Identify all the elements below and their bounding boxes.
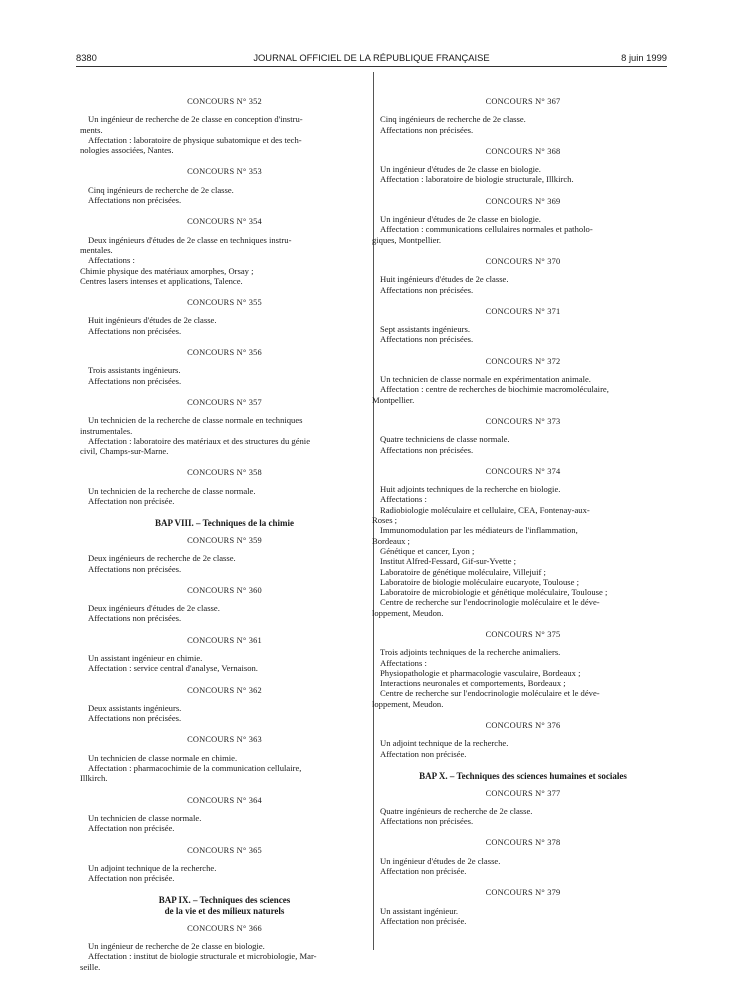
text-line: Montpellier. xyxy=(372,394,415,405)
concours-title: CONCOURS N° 372 xyxy=(485,356,561,366)
concours-title: CONCOURS N° 364 xyxy=(187,795,262,805)
text-line: Affectations non précisées. xyxy=(380,334,474,345)
text-line: Affectations non précisées. xyxy=(88,613,182,624)
text-line: ments. xyxy=(80,124,103,135)
text-line: Affectation : laboratoire de physique subatomique et des tech- xyxy=(88,134,302,145)
concours-title: CONCOURS N° 371 xyxy=(485,306,561,316)
concours-title: CONCOURS N° 370 xyxy=(485,256,561,266)
bap-section-title: BAP X. – Techniques des sciences humaines et sociales xyxy=(419,770,627,781)
column-divider xyxy=(373,72,374,950)
text-line: Affectations non précisées. xyxy=(380,816,474,827)
concours-362 xyxy=(88,686,361,724)
concours-358 xyxy=(88,468,361,506)
concours-368 xyxy=(380,147,666,185)
text-line: Affectation : centre de recherches de biochimie macromoléculaire, xyxy=(380,384,609,395)
text-line: loppement, Meudon. xyxy=(372,698,444,709)
text-line: Affectation : service central d'analyse, Vernaison. xyxy=(88,663,258,674)
text-line: Affectation non précisée. xyxy=(88,873,175,884)
concours-title: CONCOURS N° 353 xyxy=(187,167,262,177)
text-line: Affectations non précisées. xyxy=(380,124,474,135)
concours-376 xyxy=(380,721,666,759)
text-line: Centre de recherche sur l'endocrinologie moléculaire et le déve- xyxy=(380,597,600,608)
concours-369 xyxy=(372,196,666,245)
concours-352 xyxy=(80,97,361,156)
text-line: Affectations : xyxy=(380,657,427,668)
text-line: Immunomodulation par les médiateurs de l'inflammation, xyxy=(380,525,578,536)
text-line: Affectation non précisée. xyxy=(380,748,467,759)
text-line: Affectation non précisée. xyxy=(88,496,175,507)
concours-372 xyxy=(372,356,666,405)
page-header xyxy=(76,52,667,66)
page-number: 8380 xyxy=(76,52,97,63)
text-line: Affectation : laboratoire de biologie structurale, Illkirch. xyxy=(380,174,574,185)
text-line: Deux ingénieurs de recherche de 2e classe. xyxy=(88,553,236,564)
text-line: giques, Montpellier. xyxy=(372,234,441,245)
text-line: Affectations non précisées. xyxy=(380,284,474,295)
header-rule xyxy=(76,66,667,67)
text-line: loppement, Meudon. xyxy=(372,607,444,618)
text-line: Institut Alfred-Fessard, Gif-sur-Yvette ; xyxy=(380,556,516,567)
concours-title: CONCOURS N° 352 xyxy=(187,97,262,106)
text-line: Cinq ingénieurs de recherche de 2e classe. xyxy=(88,184,234,195)
concours-title: CONCOURS N° 356 xyxy=(187,348,262,358)
concours-364 xyxy=(88,796,361,834)
text-line: Affectation non précisée. xyxy=(380,915,467,926)
bap-section-title: BAP VIII. – Techniques de la chimie xyxy=(154,518,295,529)
text-line: Affectation : pharmacochimie de la communication cellulaire, xyxy=(88,763,302,774)
concours-365 xyxy=(88,846,361,884)
concours-title: CONCOURS N° 373 xyxy=(485,416,561,426)
text-line: Un ingénieur d'études de 2e classe. xyxy=(380,855,501,866)
text-line: Quatre ingénieurs de recherche de 2e classe. xyxy=(380,805,533,816)
concours-title: CONCOURS N° 363 xyxy=(187,735,262,745)
text-line: seille. xyxy=(80,961,101,972)
text-line: Un adjoint technique de la recherche. xyxy=(88,862,217,873)
text-line: Un ingénieur d'études de 2e classe en biologie. xyxy=(380,164,541,175)
section-title-line: BAP IX. – Techniques des sciences xyxy=(158,895,291,906)
text-line: instrumentales. xyxy=(80,425,133,436)
concours-title: CONCOURS N° 367 xyxy=(485,97,561,106)
concours-370 xyxy=(380,257,666,295)
concours-353 xyxy=(88,167,361,205)
text-line: Chimie physique des matériaux amorphes, Orsay ; xyxy=(80,265,254,276)
issue-date: 8 juin 1999 xyxy=(621,52,667,63)
text-line: Affectation non précisée. xyxy=(380,866,467,877)
text-line: Huit adjoints techniques de la recherche en biologie. xyxy=(380,484,561,495)
text-line: Laboratoire de microbiologie et génétique moléculaire, Toulouse ; xyxy=(380,587,608,598)
concours-356 xyxy=(88,348,361,386)
text-line: Affectations non précisées. xyxy=(88,375,182,386)
section-title-line: de la vie et des milieux naturels xyxy=(164,906,285,917)
concours-title: CONCOURS N° 358 xyxy=(187,468,262,478)
text-line: nologies associées, Nantes. xyxy=(80,145,174,156)
text-line: Laboratoire de biologie moléculaire eucaryote, Toulouse ; xyxy=(380,576,579,587)
text-line: Un ingénieur de recherche de 2e classe en biologie. xyxy=(88,940,265,951)
concours-title: CONCOURS N° 366 xyxy=(187,923,262,933)
bap-section-title xyxy=(88,895,361,916)
text-line: Affectations non précisées. xyxy=(88,325,182,336)
text-line: Laboratoire de génétique moléculaire, Villejuif ; xyxy=(380,566,546,577)
text-line: Affectations non précisées. xyxy=(380,444,474,455)
concours-title: CONCOURS N° 362 xyxy=(187,685,262,695)
text-line: Affectation non précisée. xyxy=(88,823,175,834)
text-line: Affectation : institut de biologie structurale et microbiologie, Mar- xyxy=(88,951,317,962)
concours-title: CONCOURS N° 355 xyxy=(187,298,262,308)
concours-title: CONCOURS N° 378 xyxy=(485,838,561,848)
text-line: Affectation : laboratoire des matériaux et des structures du génie xyxy=(88,435,311,446)
concours-375 xyxy=(372,629,666,709)
text-line: Centre de recherche sur l'endocrinologie moléculaire et le déve- xyxy=(380,688,600,699)
concours-374 xyxy=(372,466,666,618)
concours-title: CONCOURS N° 376 xyxy=(485,721,561,731)
text-line: Affectations non précisées. xyxy=(88,195,182,206)
text-line: Interactions neuronales et comportements, Bordeaux ; xyxy=(380,678,566,689)
right-column xyxy=(372,97,666,938)
text-line: Affectation : communications cellulaires normales et patholo- xyxy=(380,224,593,235)
concours-355 xyxy=(88,298,361,336)
concours-title: CONCOURS N° 379 xyxy=(485,888,561,898)
text-line: Deux assistants ingénieurs. xyxy=(88,702,182,713)
concours-367 xyxy=(380,97,666,135)
concours-title: CONCOURS N° 360 xyxy=(187,585,262,595)
concours-title: CONCOURS N° 354 xyxy=(187,217,262,227)
concours-title: CONCOURS N° 368 xyxy=(485,146,561,156)
text-line: Trois assistants ingénieurs. xyxy=(88,365,181,376)
text-line: Physiopathologie et pharmacologie vasculaire, Bordeaux ; xyxy=(380,667,581,678)
text-line: Huit ingénieurs d'études de 2e classe. xyxy=(380,274,509,285)
concours-title: CONCOURS N° 357 xyxy=(187,397,262,407)
text-line: Sept assistants ingénieurs. xyxy=(380,324,470,335)
text-line: Deux ingénieurs d'études de 2e classe en techniques instru- xyxy=(88,234,292,245)
text-line: Quatre techniciens de classe normale. xyxy=(380,434,510,445)
concours-title: CONCOURS N° 377 xyxy=(485,788,561,798)
text-line: Illkirch. xyxy=(80,773,108,784)
text-line: Un adjoint technique de la recherche. xyxy=(380,738,509,749)
text-line: Bordeaux ; xyxy=(372,535,410,546)
text-line: Un ingénieur de recherche de 2e classe en conception d'instru- xyxy=(88,114,303,125)
text-line: Un assistant ingénieur en chimie. xyxy=(88,652,203,663)
concours-title: CONCOURS N° 359 xyxy=(187,535,262,545)
text-line: Un ingénieur d'études de 2e classe en biologie. xyxy=(380,214,541,225)
concours-361 xyxy=(88,636,361,674)
text-line: Un technicien de la recherche de classe normale. xyxy=(88,485,256,496)
text-line: Radiobiologie moléculaire et cellulaire, CEA, Fontenay-aux- xyxy=(380,504,590,515)
concours-371 xyxy=(380,307,666,345)
text-line: civil, Champs-sur-Marne. xyxy=(80,446,169,457)
concours-373 xyxy=(380,417,666,455)
concours-title: CONCOURS N° 374 xyxy=(485,466,561,476)
left-column xyxy=(80,97,361,984)
text-line: Deux ingénieurs d'études de 2e classe. xyxy=(88,603,220,614)
text-line: Centres lasers intenses et applications, Talence. xyxy=(80,275,243,286)
text-line: Un technicien de classe normale. xyxy=(88,812,202,823)
concours-378 xyxy=(380,838,666,876)
text-line: Affectations : xyxy=(380,494,427,505)
concours-title: CONCOURS N° 361 xyxy=(187,635,262,645)
concours-357 xyxy=(80,397,361,457)
concours-title: CONCOURS N° 369 xyxy=(485,196,561,206)
concours-359 xyxy=(88,536,361,574)
text-line: Cinq ingénieurs de recherche de 2e classe. xyxy=(380,114,526,125)
text-line: Roses ; xyxy=(372,515,398,526)
text-line: Affectations non précisées. xyxy=(88,713,182,724)
text-line: mentales. xyxy=(80,244,113,255)
text-line: Affectations : xyxy=(88,255,135,266)
text-line: Génétique et cancer, Lyon ; xyxy=(380,545,475,556)
concours-366 xyxy=(80,923,361,972)
concours-377 xyxy=(380,789,666,827)
text-line: Trois adjoints techniques de la recherche animaliers. xyxy=(380,647,561,658)
journal-title: JOURNAL OFFICIEL DE LA RÉPUBLIQUE FRANÇAISE xyxy=(253,52,490,63)
concours-379 xyxy=(380,888,666,926)
text-line: Un technicien de classe normale en expérimentation animale. xyxy=(380,374,591,385)
text-line: Huit ingénieurs d'études de 2e classe. xyxy=(88,315,217,326)
text-line: Un technicien de classe normale en chimie. xyxy=(88,752,238,763)
concours-363 xyxy=(80,735,361,784)
text-line: Un assistant ingénieur. xyxy=(380,905,459,916)
concours-354 xyxy=(80,217,361,286)
concours-360 xyxy=(88,586,361,624)
concours-title: CONCOURS N° 375 xyxy=(485,629,561,639)
concours-title: CONCOURS N° 365 xyxy=(187,845,262,855)
text-line: Affectations non précisées. xyxy=(88,563,182,574)
text-line: Un technicien de la recherche de classe normale en techniques xyxy=(88,415,303,426)
